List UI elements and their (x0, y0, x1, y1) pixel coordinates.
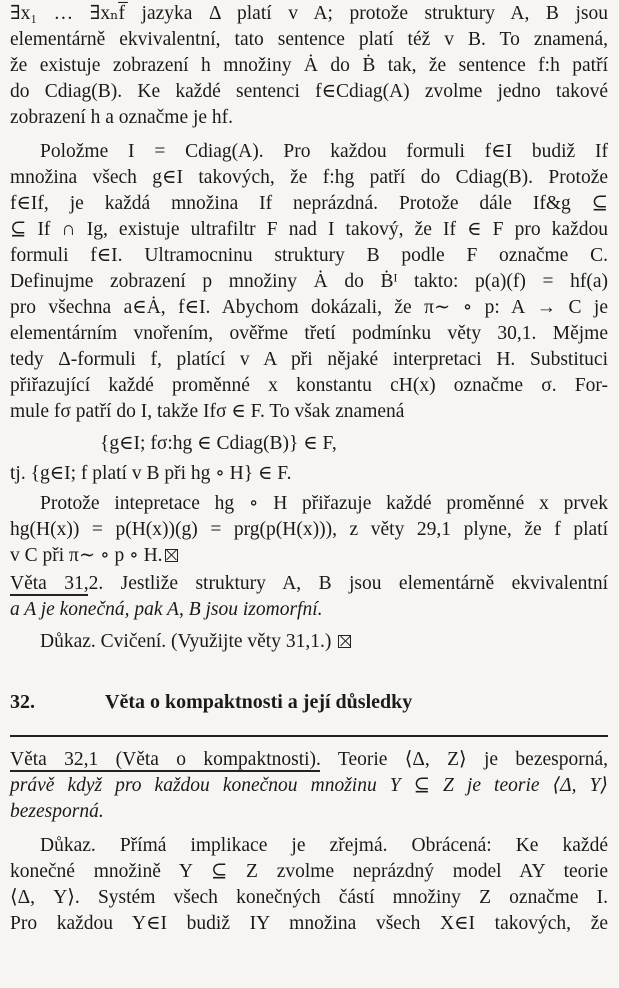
proof-line (40, 630, 608, 654)
text-line: přiřazující každé proměnné x konstantu cH(x) označme σ. For- (10, 375, 608, 396)
text-line (10, 544, 608, 568)
text-line: tj. {g∈I; f platí v B při hg ∘ H} ∈ F. (10, 463, 292, 484)
text-line: ∃x₁ … ∃xₙf̅ jazyka Δ platí v A; protože struktury A, B jsou (10, 3, 608, 24)
text-line: mule fσ patří do I, takže Ifσ ∈ F. To však znamená (10, 401, 405, 422)
text-line: Položme I = Cdiag(A). Pro každou formuli f∈I budiž If (40, 141, 608, 162)
text-line: množina všech g∈I takových, že f:hg patří do Cdiag(B). Protože (10, 167, 608, 188)
text-line: Definujme zobrazení p množiny Ȧ do Ḃᴵ takto: p(a)(f) = hf(a) (10, 271, 608, 292)
section-number: 32. (10, 691, 35, 713)
theorem-line: bezesporná. (10, 801, 104, 822)
section-title: Věta o kompaktnosti a její důsledky (105, 691, 413, 713)
theorem-line: a A je konečná, pak A, B jsou izomorfní. (10, 599, 323, 620)
theorem-line: Věta 31,2. Jestliže struktury A, B jsou elementárně ekvivalentní (10, 573, 608, 594)
text-line: pro všechna a∈Ȧ, f∈I. Abychom dokázali, že π∼ ∘ p: A → C je (10, 297, 608, 318)
text-line: f∈If, je každá množina If neprázdná. Protože dále If&g ⊆ (10, 193, 608, 214)
text-line: ⟨Δ, Y⟩. Systém všech konečných částí množiny Z označme I. (10, 887, 608, 908)
text-line: tedy Δ-formuli f, platící v A při nějaké interpretaci H. Substituci (10, 349, 608, 370)
text-line: elementárním vnořením, ověřme třetí podmínku věty 30,1. Mějme (10, 323, 608, 344)
text-line: Pro každou Y∈I budiž IY množina všech X∈I takových, že (10, 913, 608, 934)
display-formula: {g∈I; fσ:hg ∈ Cdiag(B)} ∈ F, (100, 433, 337, 454)
theorem-line: právě když pro každou konečnou množinu Y ⊆ Z je teorie ⟨Δ, Y⟩ (10, 775, 608, 796)
text-line: elementárně ekvivalentní, tato sentence platí též v B. To znamená, (10, 29, 608, 50)
text-line: že existuje zobrazení h množiny Ȧ do Ḃ tak, že sentence f:h patří (10, 55, 608, 76)
proof-text: Důkaz. Cvičení. (Využijte věty 31,1.) (40, 631, 332, 652)
proof-end-text: v C při π∼ ∘ p ∘ H. (10, 545, 163, 566)
text-line: formuli f∈I. Ultramocninu struktury B podle F označme C. (10, 245, 608, 266)
theorem-rule (10, 770, 320, 772)
section-heading (10, 690, 412, 714)
text-line: zobrazení h a označme je hf. (10, 107, 234, 128)
text-line: do Cdiag(B). Ke každé sentenci f∈Cdiag(A) zvolme jedno takové (10, 81, 608, 102)
text-line: konečné množině Y ⊆ Z zvolme neprázdný model AY teorie (10, 861, 608, 882)
proof-line: Důkaz. Přímá implikace je zřejmá. Obrácená: Ke každé (40, 835, 608, 856)
qed-icon (165, 549, 178, 562)
text-line: hg(H(x)) = p(H(x))(g) = prg(p(H(x))), z věty 29,1 plyne, že f platí (10, 519, 608, 540)
text-line: Protože intepretace hg ∘ H přiřazuje každé proměnné x prvek (40, 493, 608, 514)
text-line: ⊆ If ∩ Ig, existuje ultrafiltr F nad I takový, že If ∈ F pro každou (10, 219, 608, 240)
qed-icon (338, 635, 351, 648)
section-rule (10, 735, 608, 737)
theorem-line: Věta 32,1 (Věta o kompaktnosti). Teorie ⟨Δ, Z⟩ je bezesporná, (10, 749, 608, 770)
